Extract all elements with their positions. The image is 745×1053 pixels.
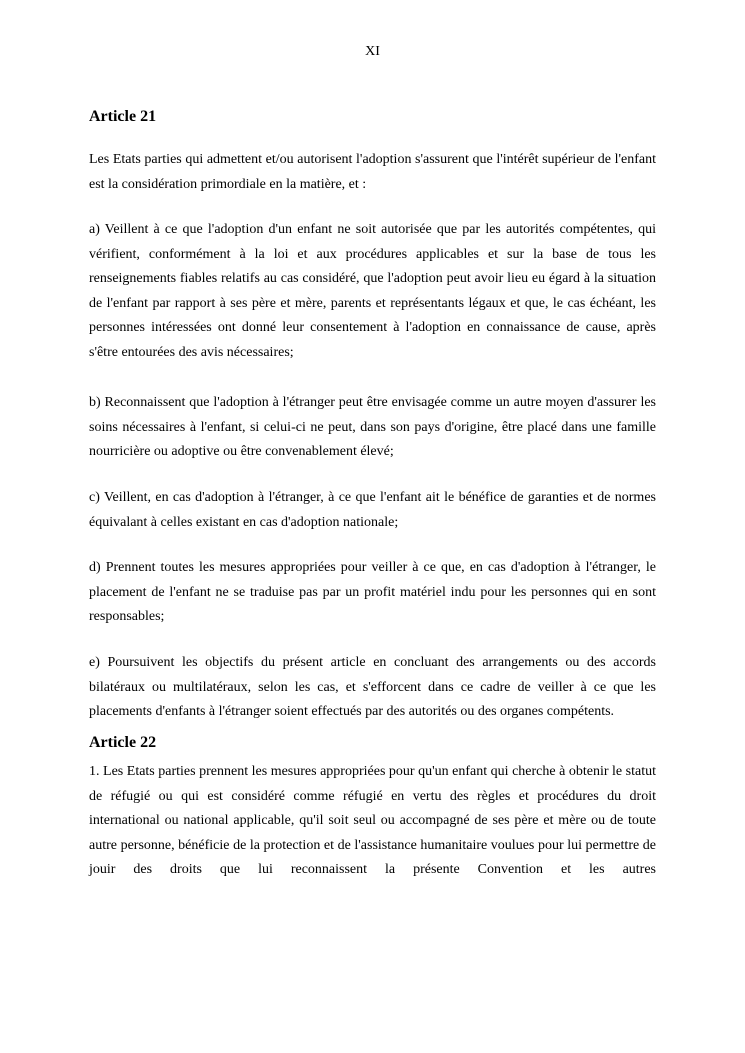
article-21-item-d: d) Prennent toutes les mesures appropriées pour veiller à ce que, en cas d'adoption à l'étranger, le placement de l'enfant ne se traduise pas par un profit matériel indu pour les personnes qui en sont responsables;	[89, 560, 656, 624]
article-22-paragraph-1: 1. Les Etats parties prennent les mesures appropriées pour qu'un enfant qui cherche à obtenir le statut de réfugié ou qui est considéré comme réfugié en vertu des règles et procédures du droit international ou national applicable, qu'il soit seul ou accompagné de ses père et mère ou de toute autre personne, bénéficie de la protection et de l'assistance humanitaire voulues pour lui permettre de jouir des droits que lui reconnaissent la présente Convention et les autres	[89, 764, 656, 877]
article-21-heading: Article 21	[89, 108, 157, 125]
article-21-item-e: e) Poursuivent les objectifs du présent article en concluant des arrangements ou des accords bilatéraux ou multilatéraux, selon les cas, et s'efforcent dans ce cadre de veiller à ce que les placements d'enfants à l'étranger soient effectués par des autorités ou des organes compétents.	[89, 655, 656, 719]
article-21-intro: Les Etats parties qui admettent et/ou autorisent l'adoption s'assurent que l'intérêt supérieur de l'enfant est la considération primordiale en la matière, et :	[89, 152, 656, 192]
page-number: XI	[365, 44, 380, 59]
article-21-item-b: b) Reconnaissent que l'adoption à l'étranger peut être envisagée comme un autre moyen d'assurer les soins nécessaires à l'enfant, si celui-ci ne peut, dans son pays d'origine, être placé dans une famille nourricière ou adoptive ou être convenablement élevé;	[89, 395, 656, 459]
article-21-item-c: c) Veillent, en cas d'adoption à l'étranger, à ce que l'enfant ait le bénéfice de garanties et de normes équivalant à celles existant en cas d'adoption nationale;	[89, 490, 656, 530]
article-22-heading: Article 22	[89, 734, 157, 751]
article-21-item-a: a) Veillent à ce que l'adoption d'un enfant ne soit autorisée que par les autorités compétentes, qui vérifient, conformément à la loi et aux procédures applicables et sur la base de tous les renseignements fiables relatifs au cas considéré, que l'adoption peut avoir lieu eu égard à la situation de l'enfant par rapport à ses père et mère, parents et représentants légaux et que, le cas échéant, les personnes intéressées ont donné leur consentement à l'adoption en connaissance de cause, après s'être entourées des avis nécessaires;	[89, 222, 656, 360]
